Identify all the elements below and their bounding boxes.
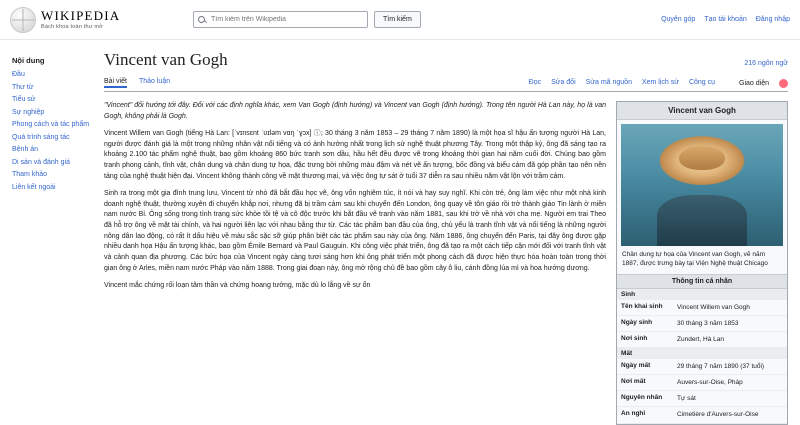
infobox-value: Cimetière d'Auvers-sur-Oise: [677, 411, 759, 419]
paragraph-3: Vincent mắc chứng rối loạn tâm thần và chứng hoang tưởng, mặc dù lo lắng về sự ổn: [104, 282, 371, 290]
infobox-key: An nghỉ: [621, 410, 646, 418]
action-read[interactable]: Đọc: [528, 78, 542, 86]
table-row: [617, 316, 787, 332]
infobox-key: Ngày mất: [621, 362, 651, 370]
infobox-section-personal: Thông tin cá nhân: [617, 274, 787, 289]
article-tabs: [104, 78, 788, 92]
article-columns: [104, 101, 788, 425]
table-row: [617, 375, 787, 391]
header-links: [661, 16, 790, 23]
paragraph-1: Vincent Willem van Gogh (tiếng Hà Lan: [ˈvɪnsɛnt ˈʋɪləm vɑŋ ˈɣɔx] ⓘ; 30 tháng 3 năm 1853 – 29 tháng 7 năm 1890) là một họa sĩ hậu ấn tượng người Hà Lan, người được đánh giá là một trong những nhân vật nổi tiếng và có ảnh hưởng nhất trong lịch sử nghệ thuật phương Tây. Trong một thập kỷ, ông đã sáng tạo ra khoảng 2.100 tác phẩm nghệ thuật, bao gồm khoảng 860 bức tranh sơn dầu, hầu hết đều được vẽ trong khoảng thời gian hai năm cuối đời. Chúng bao gồm tranh phong cảnh, tĩnh vật, chân dung và chân dung tự họa, đặc trưng bởi những màu đậm và nét vẽ ấn tượng, bốc đồng và biểu cảm đã góp phần tạo nên nền tảng của nghệ thuật hiện đại. Vincent không thành công về mặt thương mại, và việc ông tự sát ở tuổi 37 diễn ra sau nhiều năm vật lộn với trầm cảm.: [104, 130, 606, 180]
infobox-key: Nguyên nhân: [621, 394, 663, 402]
donate-link[interactable]: Quyên góp: [661, 16, 696, 23]
hatnote: "Vincent" đổi hướng tới đây. Đối với các định nghĩa khác, xem Van Gogh (định hướng) và Vincent van Gogh (định hướng). Trong tên người Hà Lan này, họ là van Gogh, không phải là Gogh.: [104, 102, 606, 120]
infobox-value: Vincent Willem van Gogh: [677, 303, 750, 311]
toc-item-qua-trinh[interactable]: Quá trình sáng tác: [12, 133, 70, 141]
infobox-caption: Chân dung tự họa của Vincent van Gogh, vẽ năm 1887, được trưng bày tại Viện Nghệ thuật Chicago: [622, 251, 768, 268]
action-history[interactable]: Xem lịch sử: [641, 78, 679, 86]
tabs-left: [104, 78, 170, 88]
search-box[interactable]: [193, 11, 368, 28]
wordmark: [41, 9, 120, 29]
infobox: [616, 101, 788, 425]
infobox-key: Nơi sinh: [621, 335, 648, 343]
toc-item-lien-ket-ngoai[interactable]: Liên kết ngoài: [12, 183, 56, 191]
action-edit[interactable]: Sửa đổi: [551, 78, 576, 86]
globe-icon: [10, 7, 36, 33]
infobox-key: Nơi mất: [621, 378, 646, 386]
toc-item-di-san[interactable]: Di sản và đánh giá: [12, 158, 70, 166]
page-layout: [0, 40, 800, 419]
action-tools[interactable]: Công cụ: [688, 78, 716, 86]
toc-item-thu-tu[interactable]: Thư từ: [12, 83, 34, 91]
infobox-image-wrap: [617, 120, 787, 250]
table-row: [617, 391, 787, 407]
title-row: [104, 48, 788, 70]
article-content: [98, 40, 800, 419]
infobox-key: Tên khai sinh: [621, 302, 663, 310]
search-icon: [198, 16, 205, 23]
wordmark-title: WIKIPEDIA: [41, 8, 121, 24]
table-of-contents: [0, 40, 98, 411]
toc-item-phong-cach[interactable]: Phong cách và tác phẩm: [12, 121, 90, 128]
table-row: [617, 407, 787, 423]
tab-article[interactable]: Bài viết: [104, 78, 127, 88]
language-count-link[interactable]: 216 ngôn ngữ: [744, 60, 788, 67]
wikipedia-logo[interactable]: [10, 7, 185, 33]
tabs-right: [529, 79, 788, 88]
action-edit-source[interactable]: Sửa mã nguồn: [585, 78, 632, 86]
infobox-key: Ngày sinh: [621, 318, 653, 326]
login-link[interactable]: Đăng nhập: [755, 16, 790, 23]
wordmark-subtitle: Bách khoa toàn thư mở: [41, 23, 103, 30]
infobox-value: 29 tháng 7 năm 1890 (37 tuổi): [677, 363, 765, 371]
tab-talk[interactable]: Thảo luận: [138, 78, 171, 85]
toc-item-benh-an[interactable]: Bệnh án: [12, 146, 39, 153]
appearance-menu[interactable]: Giao diện: [739, 79, 769, 87]
create-account-link[interactable]: Tạo tài khoản: [704, 16, 747, 23]
table-row: [617, 332, 787, 348]
toc-item-su-nghiep[interactable]: Sự nghiệp: [12, 108, 45, 116]
toc-list: [12, 71, 90, 191]
search-area: [193, 11, 421, 28]
user-avatar-icon[interactable]: [779, 79, 788, 88]
infobox-value: Zundert, Hà Lan: [677, 336, 724, 344]
search-button[interactable]: Tìm kiếm: [374, 11, 421, 28]
infobox-group-sinh: Sinh: [617, 289, 787, 300]
toc-item-tieu-su[interactable]: Tiểu sử: [12, 96, 36, 103]
infobox-value: Tự sát: [677, 395, 696, 403]
infobox-value: 30 tháng 3 năm 1853: [677, 319, 739, 327]
toc-item-tham-khao[interactable]: Tham khảo: [12, 171, 48, 178]
table-row: [617, 359, 787, 375]
search-input[interactable]: [209, 15, 363, 24]
infobox-title: Vincent van Gogh: [617, 102, 787, 120]
self-portrait-image[interactable]: [621, 124, 783, 246]
table-row: [617, 300, 787, 316]
site-header: [0, 0, 800, 40]
article-body: [104, 101, 606, 425]
paragraph-2: Sinh ra trong một gia đình trung lưu, Vincent từ nhỏ đã bắt đầu học vẽ, ông vốn nghiêm túc, ít nói và hay suy nghĩ. Khi còn trẻ, ông làm việc như một nhà kinh doanh nghệ thuật, thường xuyên đi chuyển khắp nơi, nhưng đã bị trầm cảm sau khi chuyển đến London, ông quay về tôn giáo rồi trở thành giáo Tin lành ở miền nam nước Bỉ. Ông sống trong tình trạng sức khỏe tồi tệ và cô độc trước khi bắt đầu vẽ tranh vào năm 1881, sau khi trở về nhà với cha mẹ. Người em trai Theo đã hỗ trợ ông về mặt tài chính, và hai người liên lạc với nhau bằng thư từ. Các tác phẩm ban đầu của ông, chủ yếu là tranh tĩnh vật và nổi tiếng là những người nông dân lao động, có rất ít dấu hiệu về màu sắc sặc sỡ giúp phân biệt các tác phẩm sau này của ông. Năm 1886, ông chuyển đến Paris, tại đây ông được gặp nhiều danh họa Hậu ấn tượng khác, bao gồm Émile Bernard và Paul Gauguin. Khi công việc phát triển, ông đã tạo ra một cách tiếp cận mới đối với tranh tĩnh vật và cảnh quan địa phương. Các bức họa của Vincent ngày càng tươi sáng hơn khi ông phát triển một phong cách đã được hiện thực hóa hoàn toàn trong thời gian ông ở Arles, miền nam nước Pháp vào năm 1888. Trong giai đoạn này, ông mở rộng chủ đề bao gồm cây ô liu, cánh đồng lúa mì và hoa hướng dương.: [104, 190, 606, 272]
infobox-value: Auvers-sur-Oise, Pháp: [677, 379, 743, 387]
page-title: Vincent van Gogh: [104, 50, 228, 69]
toc-item-dau[interactable]: Đầu: [12, 71, 25, 78]
toc-heading: Nội dung: [12, 56, 45, 65]
infobox-group-mat: Mất: [617, 348, 787, 359]
